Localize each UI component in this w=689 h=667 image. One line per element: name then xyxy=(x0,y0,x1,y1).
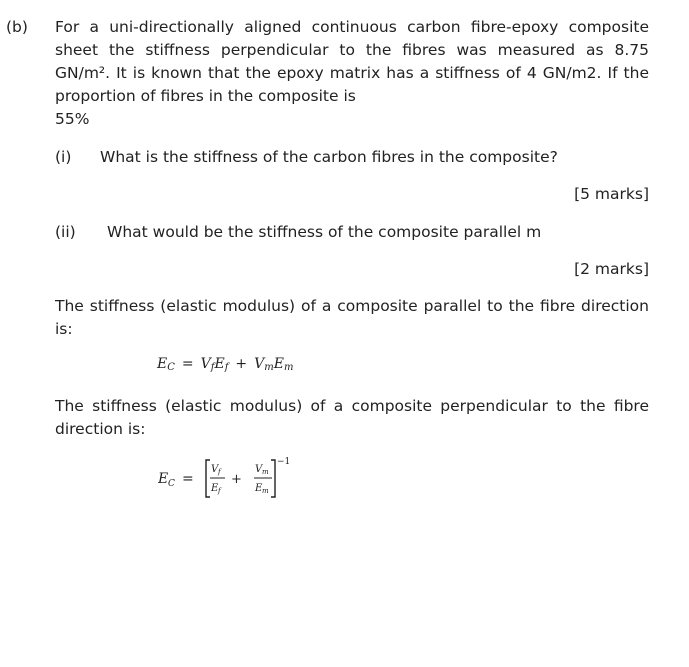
parallel-stiffness-equation xyxy=(157,356,293,373)
sub-question-number: (ii) xyxy=(55,223,76,241)
eq-subscript: C xyxy=(167,362,175,373)
eq-symbol: E xyxy=(157,356,168,372)
intro-line: composite sheet the stiffness perpendicular to the fibres was xyxy=(55,18,649,59)
intro-line: measured as 8.75 GN/m². It is known that the epoxy matrix has a xyxy=(55,41,649,82)
eq-subscript: m xyxy=(262,468,269,476)
eq-subscript: f xyxy=(218,487,221,495)
eq-subscript: f xyxy=(210,362,215,373)
eq-exponent: −1 xyxy=(277,457,291,467)
eq-symbol: V xyxy=(211,464,219,475)
eq-subscript: m xyxy=(283,362,294,373)
marks-label: [2 marks] xyxy=(574,260,649,278)
eq-symbol: V xyxy=(254,356,265,372)
marks-label: [5 marks] xyxy=(574,185,649,203)
eq-operator: + xyxy=(231,472,242,487)
question-label: (b) xyxy=(6,18,28,36)
intro-line: stiffness of 4 GN/m2. If the proportion of fibres in the composite is xyxy=(55,64,649,105)
eq-subscript: m xyxy=(264,362,274,373)
eq-operator: = xyxy=(182,471,194,487)
eq-subscript: f xyxy=(224,362,229,373)
question-intro xyxy=(55,16,649,131)
eq-subscript: f xyxy=(218,468,221,476)
eq-symbol: E xyxy=(211,483,219,494)
eq-symbol: V xyxy=(255,464,263,475)
sub-question-text: What is the stiffness of the carbon fibres in the composite? xyxy=(100,148,558,166)
eq-symbol: E xyxy=(158,471,169,487)
eq-subscript: C xyxy=(168,479,175,489)
eq-symbol: E xyxy=(214,356,225,372)
eq-subscript: m xyxy=(262,487,269,495)
eq-symbol: E xyxy=(273,356,284,372)
perpendicular-stiffness-equation xyxy=(158,454,358,504)
parallel-explanation: The stiffness (elastic modulus) of a composite parallel to the fibre direction is: xyxy=(55,297,649,338)
eq-symbol: V xyxy=(200,356,211,372)
sub-question-text: What would be the stiffness of the composite parallel m xyxy=(107,223,542,241)
sub-question-number: (i) xyxy=(55,148,72,166)
intro-line: For a uni-directionally aligned continuous carbon fibre-epoxy xyxy=(55,18,569,36)
eq-operator: + xyxy=(235,356,248,372)
left-bracket xyxy=(206,460,210,497)
eq-operator: = xyxy=(181,356,194,372)
eq-symbol: E xyxy=(255,483,263,494)
intro-line: 55% xyxy=(55,110,90,128)
perpendicular-explanation: The stiffness (elastic modulus) of a composite perpendicular to the fibre direction is: xyxy=(55,397,649,438)
